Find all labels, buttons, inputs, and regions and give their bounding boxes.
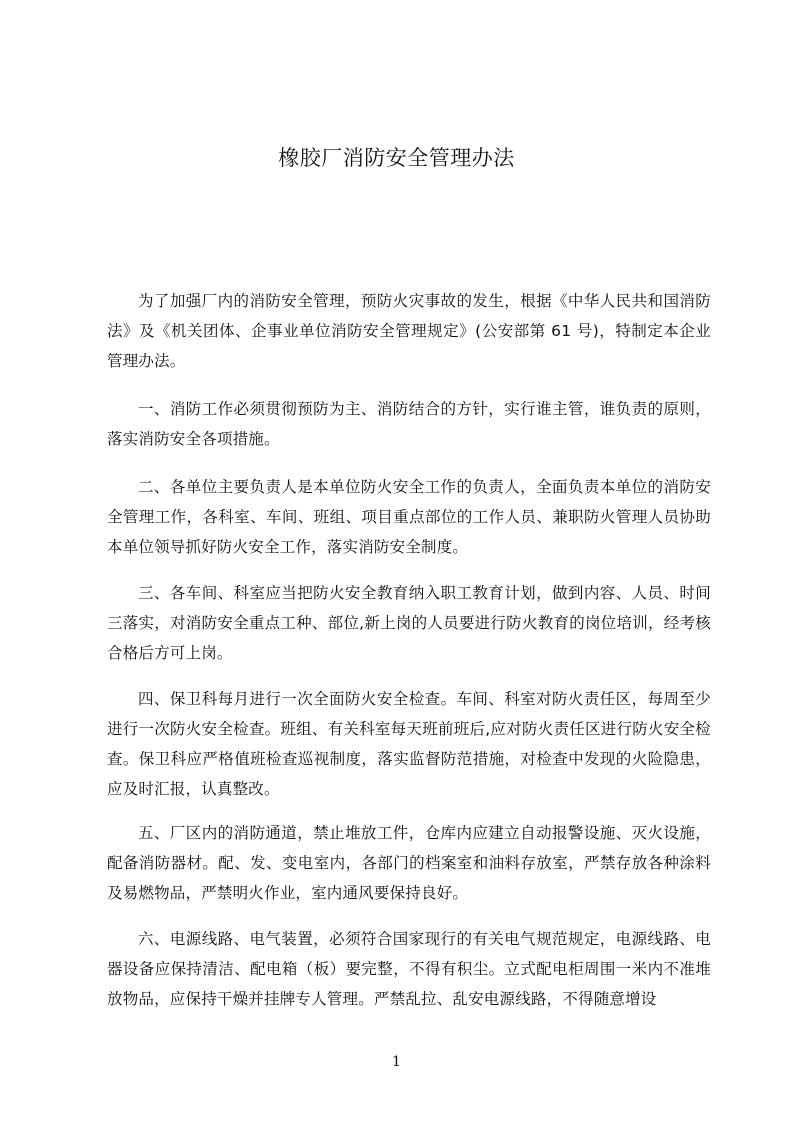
paragraph-article-1: 一、消防工作必须贯彻预防为主、消防结合的方针，实行谁主管，谁负责的原则，落实消防安全各项措施。 xyxy=(107,400,711,448)
paragraph-article-4: 四、保卫科每月进行一次全面防火安全检查。车间、科室对防火责任区，每周至少进行一次防火安全检查。班组、有关科室每天班前班后,应对防火责任区进行防火安全检查。保卫科应严格值班检查巡视制度，落实监督防范措施，对检查中发现的火险隐患，应及时汇报，认真整改。 xyxy=(107,690,711,798)
paragraph-article-2: 二、各单位主要负责人是本单位防火安全工作的负责人，全面负责本单位的消防安全管理工作，各科室、车间、班组、项目重点部位的工作人员、兼职防火管理人员协助本单位领导抓好防火安全工作，落实消防安全制度。 xyxy=(107,478,711,556)
paragraph-intro: 为了加强厂内的消防安全管理，预防火灾事故的发生，根据《中华人民共和国消防法》及《机关团体、企事业单位消防安全管理规定》(公安部第 61 号)，特制定本企业管理办法。 xyxy=(107,292,711,370)
paragraph-article-6: 六、电源线路、电气装置，必须符合国家现行的有关电气规范规定，电源线路、电器设备应保持清洁、配电箱（板）要完整，不得有积尘。立式配电柜周围一米内不准堆放物品，应保持干燥并挂牌专人管理。严禁乱拉、乱安电源线路，不得随意增设 xyxy=(107,930,711,1008)
document-title: 橡胶厂消防安全管理办法 xyxy=(278,146,515,170)
paragraph-article-3: 三、各车间、科室应当把防火安全教育纳入职工教育计划，做到内容、人员、时间三落实，对消防安全重点工种、部位,新上岗的人员要进行防火教育的岗位培训，经考核合格后方可上岗。 xyxy=(107,584,711,662)
page-number: 1 xyxy=(392,1054,401,1070)
paragraph-article-5: 五、厂区内的消防通道，禁止堆放工件，仓库内应建立自动报警设施、灭火设施，配备消防器材。配、发、变电室内，各部门的档案室和油料存放室，严禁存放各种涂料及易燃物品，严禁明火作业，室内通风要保持良好。 xyxy=(107,824,711,902)
